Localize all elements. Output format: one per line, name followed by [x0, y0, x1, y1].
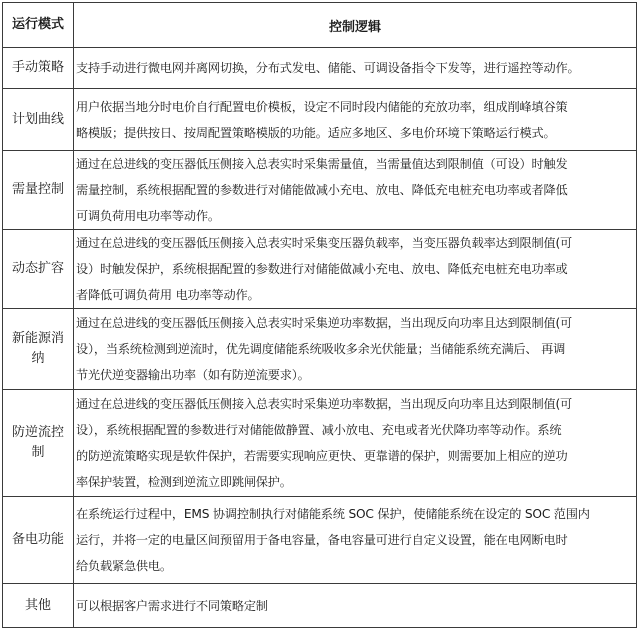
- logic-line: 通过在总进线的变压器低压侧接入总表实时采集变压器负载率，当变压器负载率达到限制值(可: [76, 236, 573, 250]
- logic-line: 在系统运行过程中，EMS 协调控制执行对储能系统 SOC 保护，使储能系统在设定的 SOC 范围内: [76, 507, 590, 521]
- row-logic: [74, 390, 637, 497]
- logic-line: 需量控制，系统根据配置的参数进行对储能做减小充电、放电、降低充电桩充电功率或者降低: [76, 183, 568, 197]
- table-row: [3, 584, 637, 628]
- logic-line: 设），当系统检测到逆流时，优先调度储能系统吸收多余光伏能量；当储能系统充满后、 再调: [76, 342, 566, 356]
- row-mode: 其他: [3, 584, 74, 628]
- header-logic: 控制逻辑: [74, 3, 637, 48]
- row-mode: 备电功能: [3, 497, 74, 584]
- logic-line: 者降低可调负荷用 电功率等动作。: [76, 288, 260, 302]
- table-row: [3, 230, 637, 309]
- row-logic: [74, 89, 637, 151]
- row-logic: [74, 309, 637, 390]
- row-logic: [74, 48, 637, 89]
- logic-line: 的防逆流策略实现是软件保护，若需要实现响应更快、更靠谱的保护，则需要加上相应的逆功: [76, 449, 568, 463]
- row-mode: 防逆流控制: [3, 390, 74, 497]
- header-mode: 运行模式: [3, 3, 74, 48]
- logic-line: 运行，并将一定的电量区间预留用于备电容量，备电容量可进行自定义设置，能在电网断电时: [76, 533, 568, 547]
- control-strategy-table: [2, 2, 637, 628]
- logic-line: 用户依据当地分时电价自行配置电价模板，设定不同时段内储能的充放功率，组成削峰填谷策: [76, 99, 568, 114]
- table-row: [3, 151, 637, 230]
- row-mode: 需量控制: [3, 151, 74, 230]
- table-row: [3, 390, 637, 497]
- logic-line: 可以根据客户需求进行不同策略定制: [76, 598, 268, 613]
- logic-line: 设），系统根据配置的参数进行对储能做静置、减小放电、充电或者光伏降功率等动作。系统: [76, 423, 562, 437]
- row-logic: [74, 230, 637, 309]
- row-mode: 计划曲线: [3, 89, 74, 151]
- row-logic: [74, 584, 637, 628]
- table-header-row: [3, 3, 637, 48]
- row-mode: 动态扩容: [3, 230, 74, 309]
- table-row: [3, 89, 637, 151]
- logic-line: 通过在总进线的变压器低压侧接入总表实时采集逆功率数据，当出现反向功率且达到限制值(可: [76, 397, 573, 411]
- logic-line: 率保护装置，检测到逆流立即跳闸保护。: [76, 475, 292, 489]
- row-logic: [74, 151, 637, 230]
- table-row: [3, 48, 637, 89]
- table-row: [3, 309, 637, 390]
- logic-line: 支持手动进行微电网并离网切换，分布式发电、储能、可调设备指令下发等，进行遥控等动作。: [76, 61, 580, 75]
- logic-line: 设）时触发保护，系统根据配置的参数进行对储能做减小充电、放电、降低充电桩充电功率或: [76, 262, 568, 276]
- logic-line: 节光伏逆变器输出功率（如有防逆流要求）。: [76, 368, 310, 382]
- logic-line: 略模版；提供按日、按周配置策略模版的功能。适应多地区、多电价环境下策略运行模式。: [76, 125, 556, 140]
- logic-line: 给负载紧急供电。: [76, 559, 172, 573]
- row-logic: [74, 497, 637, 584]
- row-mode: 新能源消纳: [3, 309, 74, 390]
- logic-line: 通过在总进线的变压器低压侧接入总表实时采集需量值，当需量值达到限制值（可设）时触发: [76, 157, 568, 171]
- table-row: [3, 497, 637, 584]
- logic-line: 通过在总进线的变压器低压侧接入总表实时采集逆功率数据，当出现反向功率且达到限制值(可: [76, 316, 573, 330]
- logic-line: 可调负荷用电功率等动作。: [76, 209, 220, 223]
- row-mode: 手动策略: [3, 48, 74, 89]
